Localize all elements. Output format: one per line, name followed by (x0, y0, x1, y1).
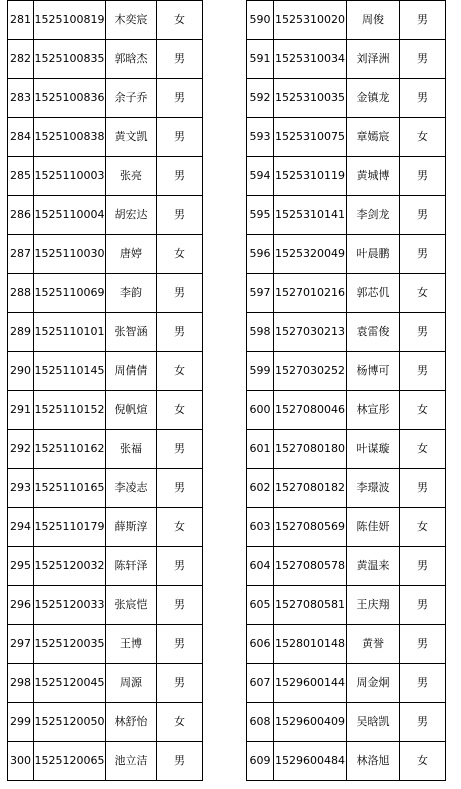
student-name-cell: 倪帆煊 (106, 391, 157, 430)
student-id-cell: 1525310020 (274, 1, 347, 40)
table-row (247, 703, 446, 742)
row-number-cell: 287 (8, 235, 34, 274)
row-number-cell: 600 (247, 391, 274, 430)
student-id-cell: 1525310119 (274, 157, 347, 196)
student-id-cell: 1525310141 (274, 196, 347, 235)
gender-cell: 女 (400, 430, 446, 469)
student-id-cell: 1525120045 (34, 664, 106, 703)
student-name-cell: 陈轩泽 (106, 547, 157, 586)
student-id-cell: 1525120032 (34, 547, 106, 586)
row-number-cell: 299 (8, 703, 34, 742)
row-number-cell: 604 (247, 547, 274, 586)
student-id-cell: 1527080578 (274, 547, 347, 586)
table-row (8, 118, 203, 157)
student-name-cell: 吴晗凯 (347, 703, 400, 742)
student-id-cell: 1525120050 (34, 703, 106, 742)
student-name-cell: 池立洁 (106, 742, 157, 781)
table-row (247, 508, 446, 547)
student-id-cell: 1529600484 (274, 742, 347, 781)
student-name-cell: 李韵 (106, 274, 157, 313)
student-name-cell: 林洛旭 (347, 742, 400, 781)
student-id-cell: 1525110004 (34, 196, 106, 235)
student-id-cell: 1527030213 (274, 313, 347, 352)
table-row (8, 1, 203, 40)
table-row (8, 79, 203, 118)
gender-cell: 男 (400, 40, 446, 79)
row-number-cell: 596 (247, 235, 274, 274)
table-row (8, 742, 203, 781)
student-id-cell: 1527080180 (274, 430, 347, 469)
table-row (247, 469, 446, 508)
table-row (247, 157, 446, 196)
row-number-cell: 283 (8, 79, 34, 118)
table-row (247, 313, 446, 352)
student-name-cell: 张宸恺 (106, 586, 157, 625)
row-number-cell: 281 (8, 1, 34, 40)
table-row (8, 703, 203, 742)
student-id-cell: 1525100835 (34, 40, 106, 79)
student-id-cell: 1525110179 (34, 508, 106, 547)
student-name-cell: 张亮 (106, 157, 157, 196)
row-number-cell: 603 (247, 508, 274, 547)
gender-cell: 男 (400, 196, 446, 235)
student-id-cell: 1525110152 (34, 391, 106, 430)
student-name-cell: 叶谋璇 (347, 430, 400, 469)
table-row (247, 391, 446, 430)
student-id-cell: 1529600409 (274, 703, 347, 742)
student-name-cell: 周源 (106, 664, 157, 703)
table-row (247, 274, 446, 313)
row-number-cell: 289 (8, 313, 34, 352)
student-id-cell: 1527080581 (274, 586, 347, 625)
student-id-cell: 1525120035 (34, 625, 106, 664)
gender-cell: 男 (400, 157, 446, 196)
student-id-cell: 1525110165 (34, 469, 106, 508)
student-table-right (246, 0, 446, 781)
student-name-cell: 黄文凯 (106, 118, 157, 157)
student-name-cell: 胡宏达 (106, 196, 157, 235)
gender-cell: 女 (157, 1, 203, 40)
student-name-cell: 杨博可 (347, 352, 400, 391)
row-number-cell: 288 (8, 274, 34, 313)
gender-cell: 男 (157, 118, 203, 157)
student-name-cell: 林舒怡 (106, 703, 157, 742)
student-id-cell: 1525100838 (34, 118, 106, 157)
row-number-cell: 285 (8, 157, 34, 196)
student-name-cell: 木奕宸 (106, 1, 157, 40)
table-row (247, 40, 446, 79)
student-id-cell: 1525310034 (274, 40, 347, 79)
student-name-cell: 刘泽洲 (347, 40, 400, 79)
student-name-cell: 李凌志 (106, 469, 157, 508)
student-id-cell: 1525120033 (34, 586, 106, 625)
row-number-cell: 297 (8, 625, 34, 664)
table-row (8, 547, 203, 586)
gender-cell: 男 (400, 1, 446, 40)
table-row (247, 664, 446, 703)
table-row (247, 118, 446, 157)
table-row (8, 664, 203, 703)
row-number-cell: 590 (247, 1, 274, 40)
row-number-cell: 284 (8, 118, 34, 157)
gender-cell: 女 (157, 703, 203, 742)
student-id-cell: 1525120065 (34, 742, 106, 781)
student-table-left (7, 0, 203, 781)
row-number-cell: 295 (8, 547, 34, 586)
gender-cell: 男 (400, 547, 446, 586)
table-row (247, 1, 446, 40)
table-row (8, 157, 203, 196)
table-row (247, 625, 446, 664)
student-name-cell: 唐婷 (106, 235, 157, 274)
student-name-cell: 叶晨鹏 (347, 235, 400, 274)
row-number-cell: 609 (247, 742, 274, 781)
gender-cell: 男 (157, 430, 203, 469)
row-number-cell: 605 (247, 586, 274, 625)
gender-cell: 男 (157, 586, 203, 625)
row-number-cell: 598 (247, 313, 274, 352)
row-number-cell: 300 (8, 742, 34, 781)
gender-cell: 男 (157, 547, 203, 586)
student-name-cell: 郭芯仉 (347, 274, 400, 313)
table-row (247, 586, 446, 625)
student-name-cell: 王博 (106, 625, 157, 664)
gender-cell: 男 (157, 625, 203, 664)
table-row (8, 313, 203, 352)
row-number-cell: 599 (247, 352, 274, 391)
student-name-cell: 张福 (106, 430, 157, 469)
student-name-cell: 金镇龙 (347, 79, 400, 118)
gender-cell: 女 (157, 235, 203, 274)
student-name-cell: 张智涵 (106, 313, 157, 352)
gender-cell: 男 (157, 469, 203, 508)
student-id-cell: 1527080569 (274, 508, 347, 547)
table-row (8, 586, 203, 625)
student-name-cell: 薛斯淳 (106, 508, 157, 547)
gender-cell: 男 (400, 235, 446, 274)
gender-cell: 男 (400, 625, 446, 664)
student-name-cell: 李璟波 (347, 469, 400, 508)
gender-cell: 男 (157, 157, 203, 196)
student-id-cell: 1525110030 (34, 235, 106, 274)
row-number-cell: 296 (8, 586, 34, 625)
gender-cell: 男 (400, 79, 446, 118)
table-row (8, 625, 203, 664)
table-row (8, 274, 203, 313)
gender-cell: 男 (400, 703, 446, 742)
row-number-cell: 290 (8, 352, 34, 391)
table-row (247, 79, 446, 118)
gender-cell: 男 (157, 196, 203, 235)
student-id-cell: 1527010216 (274, 274, 347, 313)
table-row (8, 352, 203, 391)
student-id-cell: 1527080182 (274, 469, 347, 508)
student-id-cell: 1527080046 (274, 391, 347, 430)
student-id-cell: 1525100836 (34, 79, 106, 118)
student-name-cell: 袁雷俊 (347, 313, 400, 352)
student-id-cell: 1528010148 (274, 625, 347, 664)
student-name-cell: 郭晗杰 (106, 40, 157, 79)
gender-cell: 男 (400, 313, 446, 352)
table-row (247, 352, 446, 391)
row-number-cell: 606 (247, 625, 274, 664)
gender-cell: 男 (157, 664, 203, 703)
student-name-cell: 黄温来 (347, 547, 400, 586)
student-id-cell: 1529600144 (274, 664, 347, 703)
row-number-cell: 597 (247, 274, 274, 313)
table-row (247, 742, 446, 781)
student-name-cell: 周倩倩 (106, 352, 157, 391)
gender-cell: 女 (157, 508, 203, 547)
table-row (8, 196, 203, 235)
table-row (8, 508, 203, 547)
row-number-cell: 291 (8, 391, 34, 430)
student-name-cell: 黄誉 (347, 625, 400, 664)
row-number-cell: 595 (247, 196, 274, 235)
gender-cell: 男 (400, 352, 446, 391)
row-number-cell: 298 (8, 664, 34, 703)
student-name-cell: 余子乔 (106, 79, 157, 118)
row-number-cell: 592 (247, 79, 274, 118)
student-name-cell: 陈佳妍 (347, 508, 400, 547)
row-number-cell: 608 (247, 703, 274, 742)
gender-cell: 男 (400, 469, 446, 508)
gender-cell: 男 (400, 664, 446, 703)
gender-cell: 女 (400, 118, 446, 157)
row-number-cell: 294 (8, 508, 34, 547)
row-number-cell: 594 (247, 157, 274, 196)
table-row (247, 235, 446, 274)
gender-cell: 女 (157, 391, 203, 430)
table-row (247, 196, 446, 235)
table-row (8, 391, 203, 430)
gender-cell: 男 (157, 313, 203, 352)
student-id-cell: 1525110069 (34, 274, 106, 313)
gender-cell: 女 (400, 274, 446, 313)
student-name-cell: 李剑龙 (347, 196, 400, 235)
gender-cell: 女 (400, 742, 446, 781)
row-number-cell: 282 (8, 40, 34, 79)
table-row (247, 430, 446, 469)
table-row (247, 547, 446, 586)
row-number-cell: 293 (8, 469, 34, 508)
row-number-cell: 591 (247, 40, 274, 79)
row-number-cell: 593 (247, 118, 274, 157)
student-id-cell: 1525110101 (34, 313, 106, 352)
row-number-cell: 602 (247, 469, 274, 508)
row-number-cell: 601 (247, 430, 274, 469)
student-id-cell: 1525110003 (34, 157, 106, 196)
student-name-cell: 黄城博 (347, 157, 400, 196)
student-name-cell: 周俊 (347, 1, 400, 40)
student-id-cell: 1525310075 (274, 118, 347, 157)
student-name-cell: 王庆翔 (347, 586, 400, 625)
gender-cell: 男 (157, 742, 203, 781)
student-name-cell: 林宣彤 (347, 391, 400, 430)
row-number-cell: 607 (247, 664, 274, 703)
student-id-cell: 1525310035 (274, 79, 347, 118)
gender-cell: 女 (400, 508, 446, 547)
student-id-cell: 1525110162 (34, 430, 106, 469)
student-id-cell: 1525100819 (34, 1, 106, 40)
student-name-cell: 周金炯 (347, 664, 400, 703)
gender-cell: 男 (157, 79, 203, 118)
gender-cell: 女 (400, 391, 446, 430)
gender-cell: 女 (157, 352, 203, 391)
student-name-cell: 章嫣宸 (347, 118, 400, 157)
row-number-cell: 292 (8, 430, 34, 469)
table-row (8, 235, 203, 274)
gender-cell: 男 (400, 586, 446, 625)
student-id-cell: 1527030252 (274, 352, 347, 391)
table-row (8, 40, 203, 79)
gender-cell: 男 (157, 40, 203, 79)
table-row (8, 430, 203, 469)
student-id-cell: 1525110145 (34, 352, 106, 391)
table-row (8, 469, 203, 508)
gender-cell: 男 (157, 274, 203, 313)
row-number-cell: 286 (8, 196, 34, 235)
student-id-cell: 1525320049 (274, 235, 347, 274)
